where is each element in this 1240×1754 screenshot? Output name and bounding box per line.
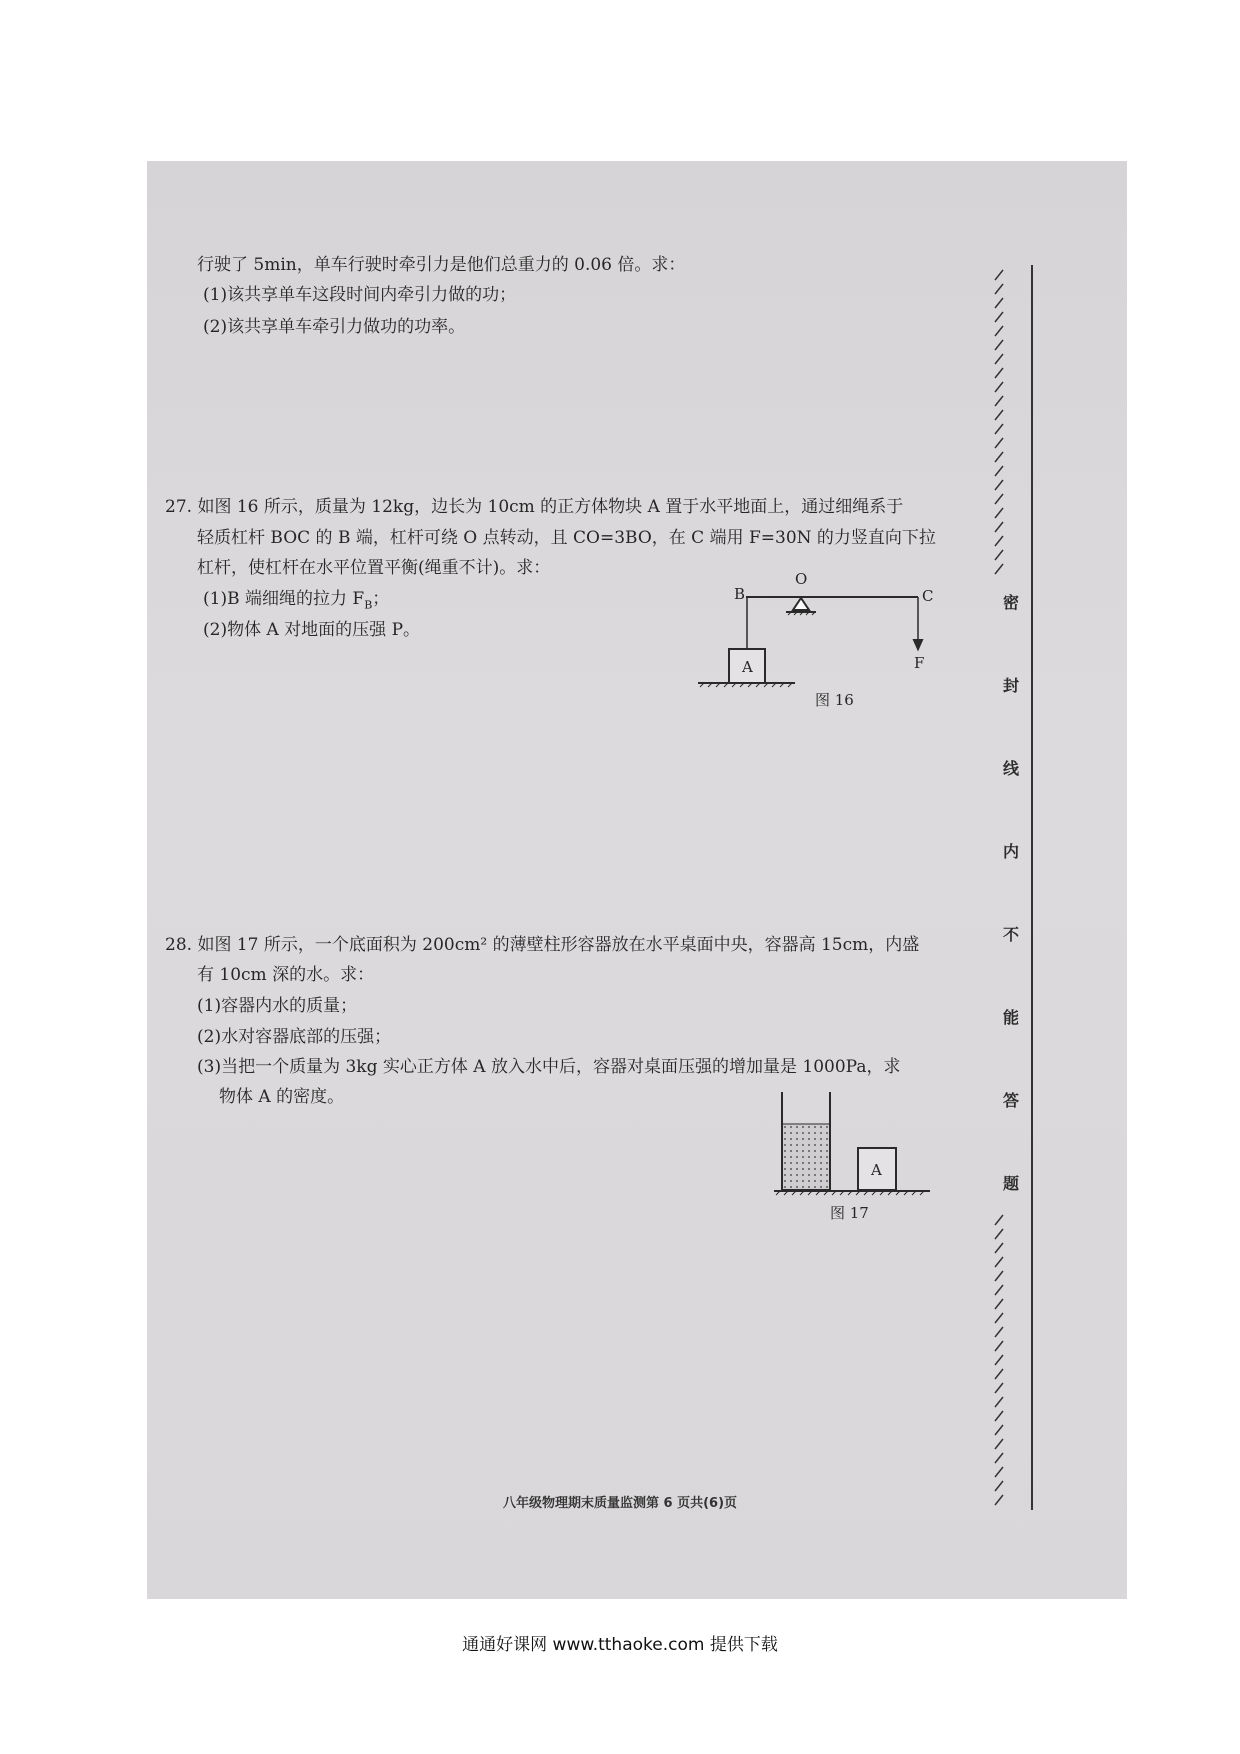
seal-hatch-mark [995,326,1003,336]
seal-hatch-mark [995,1369,1003,1379]
q27-sub1 [203,589,389,612]
seal-hatch-mark [995,284,1003,294]
seal-line [985,265,1037,1510]
seal-hatch-mark [995,536,1003,546]
seal-hatch-mark [995,564,1003,574]
seal-hatch-mark [995,1257,1003,1267]
q28-sub3-cont: 物体 A 的密度。 [219,1087,345,1107]
label-a: A [742,658,753,676]
figure-16-caption: 图 16 [815,691,854,709]
seal-hatch-mark [995,1453,1003,1463]
label-f: F [914,654,925,672]
q28-sub2: (2)水对容器底部的压强； [197,1027,392,1047]
q26-line1: 行驶了 5min，单车行驶时牵引力是他们总重力的 0.06 倍。求： [197,255,686,275]
seal-char-4: 内 [1002,842,1019,861]
seal-hatch-mark [995,1397,1003,1407]
seal-hatch-mark [995,382,1003,392]
seal-hatch-mark [995,1481,1003,1491]
q26-sub1: (1)该共享单车这段时间内牵引力做的功； [203,285,517,305]
label-o: O [795,570,808,588]
seal-char-1: 密 [1002,593,1019,612]
q28-sub3: (3)当把一个质量为 3kg 实心正方体 A 放入水中后，容器对桌面压强的增加量是 1000Pa，求 [197,1057,901,1077]
seal-hatch-mark [995,1229,1003,1239]
seal-hatch-mark [995,1243,1003,1253]
seal-hatch-mark [995,1285,1003,1295]
seal-hatch-mark [995,424,1003,434]
seal-char-5: 不 [1002,925,1019,944]
q27-line1: 27. 如图 16 所示，质量为 12kg，边长为 10cm 的正方体物块 A 置于水平地面上，通过细绳系于 [165,497,904,517]
seal-hatch-mark [995,438,1003,448]
seal-hatch-mark [995,340,1003,350]
seal-hatch-mark [995,466,1003,476]
seal-hatch-mark [995,494,1003,504]
page-footer: 八年级物理期末质量监测第 6 页共(6)页 [502,1496,738,1511]
seal-hatch-mark [995,550,1003,560]
q27-sub1-text: (1)B 端细绳的拉力 F [203,589,365,609]
seal-hatch-mark [995,1425,1003,1435]
seal-char-3: 线 [1002,759,1019,778]
seal-hatch-mark [995,1383,1003,1393]
seal-hatch-mark [995,368,1003,378]
scanned-page [147,161,1127,1599]
seal-hatch-mark [995,480,1003,490]
water-fill [783,1124,829,1189]
q27-line2: 轻质杠杆 BOC 的 B 端，杠杆可绕 O 点转动，且 CO=3BO，在 C 端用 F=30N 的力竖直向下拉 [197,528,936,548]
label-a-17: A [871,1161,882,1179]
q27-sub1-subscript: B [364,598,373,612]
figure-16-lever [690,565,950,715]
figure-17-container [770,1088,940,1228]
seal-hatch-mark [995,1341,1003,1351]
seal-char-2: 封 [1002,676,1019,695]
source-line: 通通好课网 www.tthaoke.com 提供下载 [462,1635,778,1655]
seal-hatch-mark [995,1313,1003,1323]
seal-hatch-mark [995,1271,1003,1281]
seal-hatch-mark [995,1467,1003,1477]
q28-line2: 有 10cm 深的水。求： [197,965,375,985]
seal-char-8: 题 [1002,1174,1019,1193]
q28-sub1: (1)容器内水的质量； [197,996,358,1016]
seal-hatch-mark [995,1439,1003,1449]
seal-line-frame [985,265,1037,1510]
seal-hatch-mark [995,1215,1003,1225]
force-arrow-head [914,640,922,649]
q27-sub1-end: ； [372,589,390,609]
seal-char-6: 能 [1002,1008,1019,1027]
seal-char-7: 答 [1002,1091,1019,1110]
q27-sub2: (2)物体 A 对地面的压强 P。 [203,620,421,640]
q28-line1: 28. 如图 17 所示，一个底面积为 200cm² 的薄壁柱形容器放在水平桌面中央，容器高 15cm，内盛 [165,935,920,955]
seal-hatch-mark [995,522,1003,532]
seal-hatch-mark [995,270,1003,280]
seal-hatch-mark [995,354,1003,364]
seal-hatch-mark [995,410,1003,420]
q27-line3: 杠杆，使杠杆在水平位置平衡(绳重不计)。求： [197,558,551,578]
seal-hatch-mark [995,396,1003,406]
seal-hatch-mark [995,1327,1003,1337]
seal-hatch-mark [995,508,1003,518]
seal-hatch-mark [995,1355,1003,1365]
seal-hatch-mark [995,1411,1003,1421]
seal-hatch-mark [995,1299,1003,1309]
seal-hatch-mark [995,298,1003,308]
label-c: C [922,587,934,605]
figure-17-caption: 图 17 [830,1204,869,1222]
pivot-triangle [793,598,809,610]
q26-sub2: (2)该共享单车牵引力做功的功率。 [203,317,466,337]
label-b: B [734,585,746,603]
seal-hatch-mark [995,312,1003,322]
seal-hatch-mark [995,452,1003,462]
